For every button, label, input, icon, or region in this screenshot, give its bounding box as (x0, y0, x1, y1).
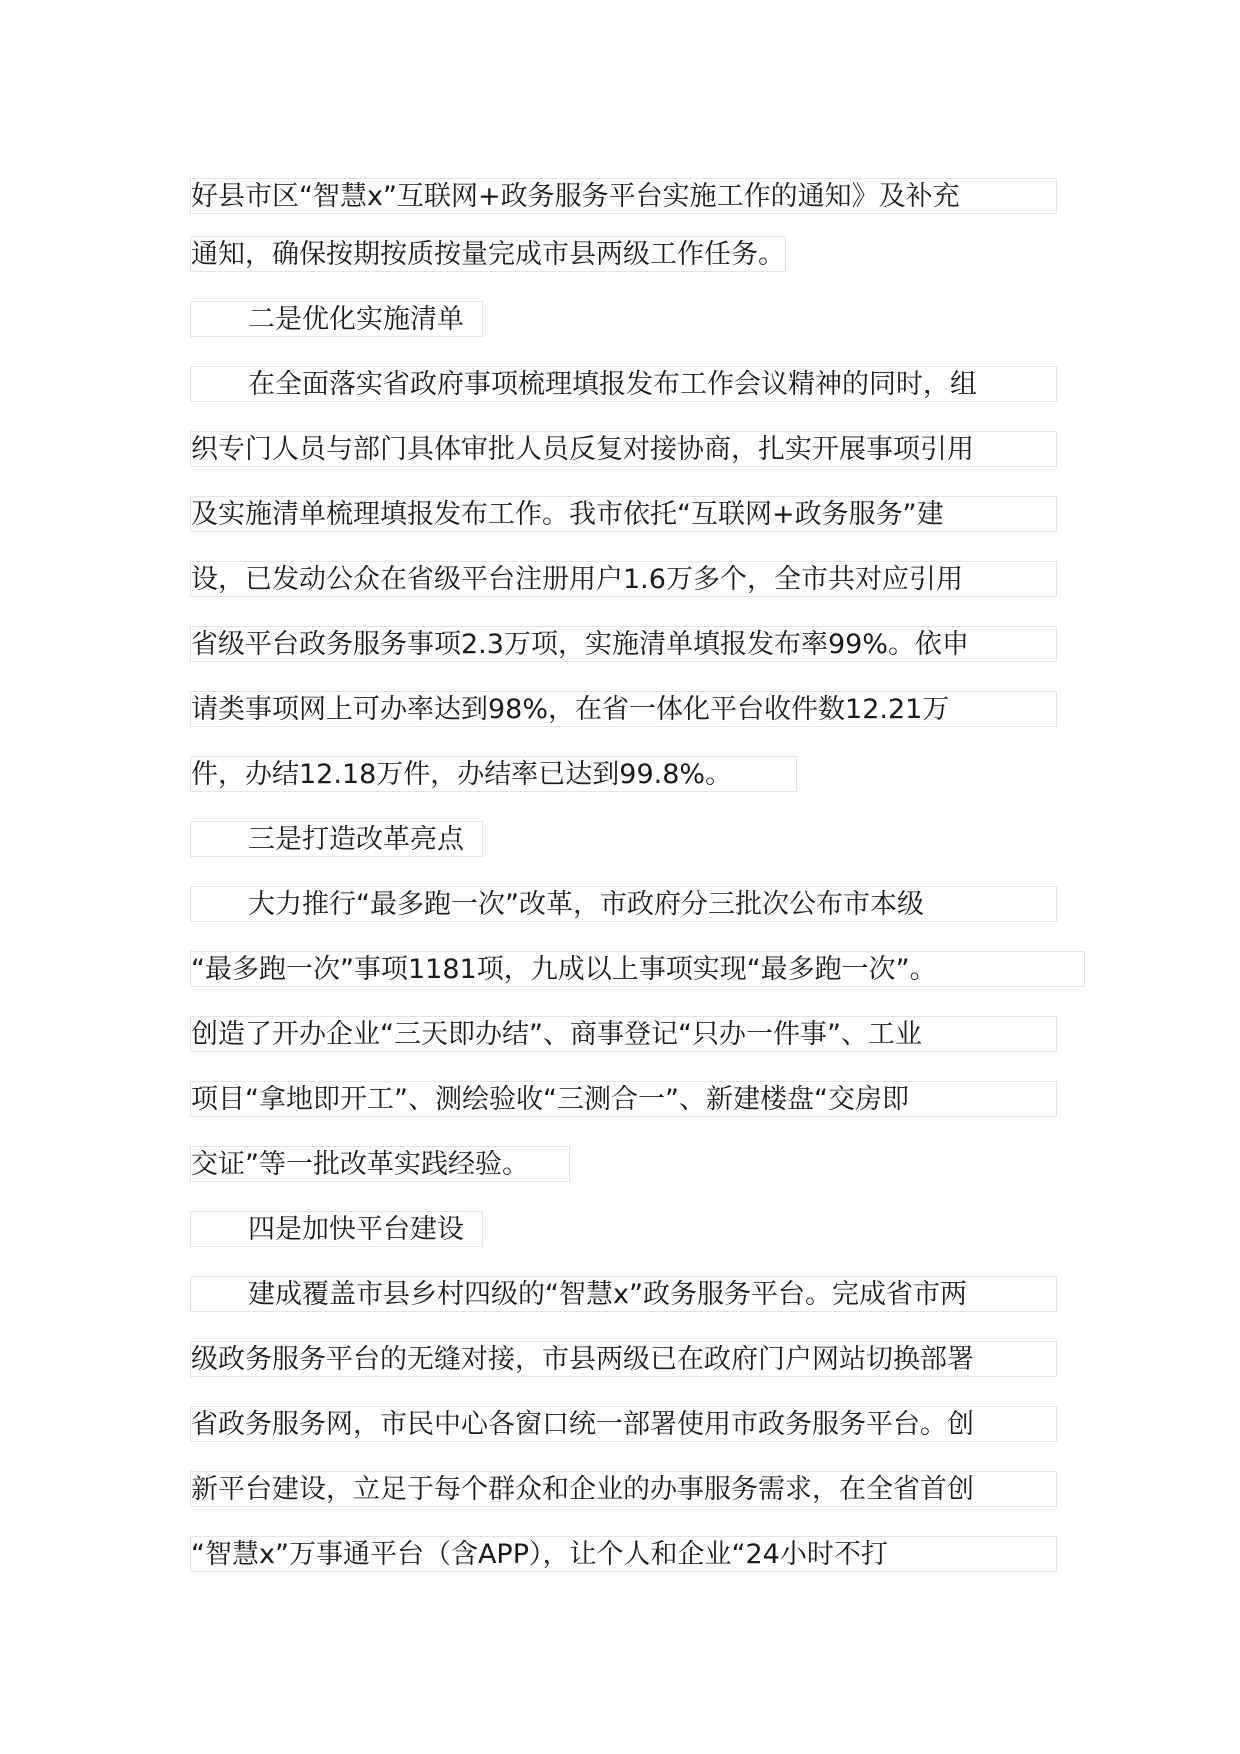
text-line: “最多跑一次”事项1181项，九成以上事项实现“最多跑一次”。 (190, 951, 1085, 987)
text-line: 请类事项网上可办率达到98%，在省一体化平台收件数12.21万 (190, 691, 1057, 727)
text-line: 大力推行“最多跑一次”改革，市政府分三批次公布市本级 (190, 886, 1057, 922)
text-line: 及实施清单梳理填报发布工作。我市依托“互联网+政务服务”建 (190, 496, 1057, 532)
text-line: 交证”等一批改革实践经验。 (190, 1146, 570, 1182)
text-line: 省政务服务网，市民中心各窗口统一部署使用市政务服务平台。创 (190, 1406, 1057, 1442)
text-line: 好县市区“智慧x”互联网+政务服务平台实施工作的通知》及补充 (190, 178, 1057, 214)
text-line: 项目“拿地即开工”、测绘验收“三测合一”、新建楼盘“交房即 (190, 1081, 1057, 1117)
section-heading: 二是优化实施清单 (190, 301, 483, 337)
text-line: 织专门人员与部门具体审批人员反复对接协商，扎实开展事项引用 (190, 431, 1057, 467)
text-line: 件，办结12.18万件，办结率已达到99.8%。 (190, 756, 797, 792)
text-line: 新平台建设，立足于每个群众和企业的办事服务需求，在全省首创 (190, 1471, 1057, 1507)
section-heading: 三是打造改革亮点 (190, 821, 483, 857)
text-line: 通知，确保按期按质按量完成市县两级工作任务。 (190, 236, 786, 272)
text-line: “智慧x”万事通平台（含APP），让个人和企业“24小时不打 (190, 1536, 1057, 1572)
text-line: 创造了开办企业“三天即办结”、商事登记“只办一件事”、工业 (190, 1016, 1057, 1052)
text-line: 设，已发动公众在省级平台注册用户1.6万多个，全市共对应引用 (190, 561, 1057, 597)
text-line: 级政务服务平台的无缝对接，市县两级已在政府门户网站切换部署 (190, 1341, 1057, 1377)
text-line: 在全面落实省政府事项梳理填报发布工作会议精神的同时，组 (190, 366, 1057, 402)
text-line: 省级平台政务服务事项2.3万项，实施清单填报发布率99%。依申 (190, 626, 1057, 662)
section-heading: 四是加快平台建设 (190, 1211, 483, 1247)
text-line: 建成覆盖市县乡村四级的“智慧x”政务服务平台。完成省市两 (190, 1276, 1057, 1312)
